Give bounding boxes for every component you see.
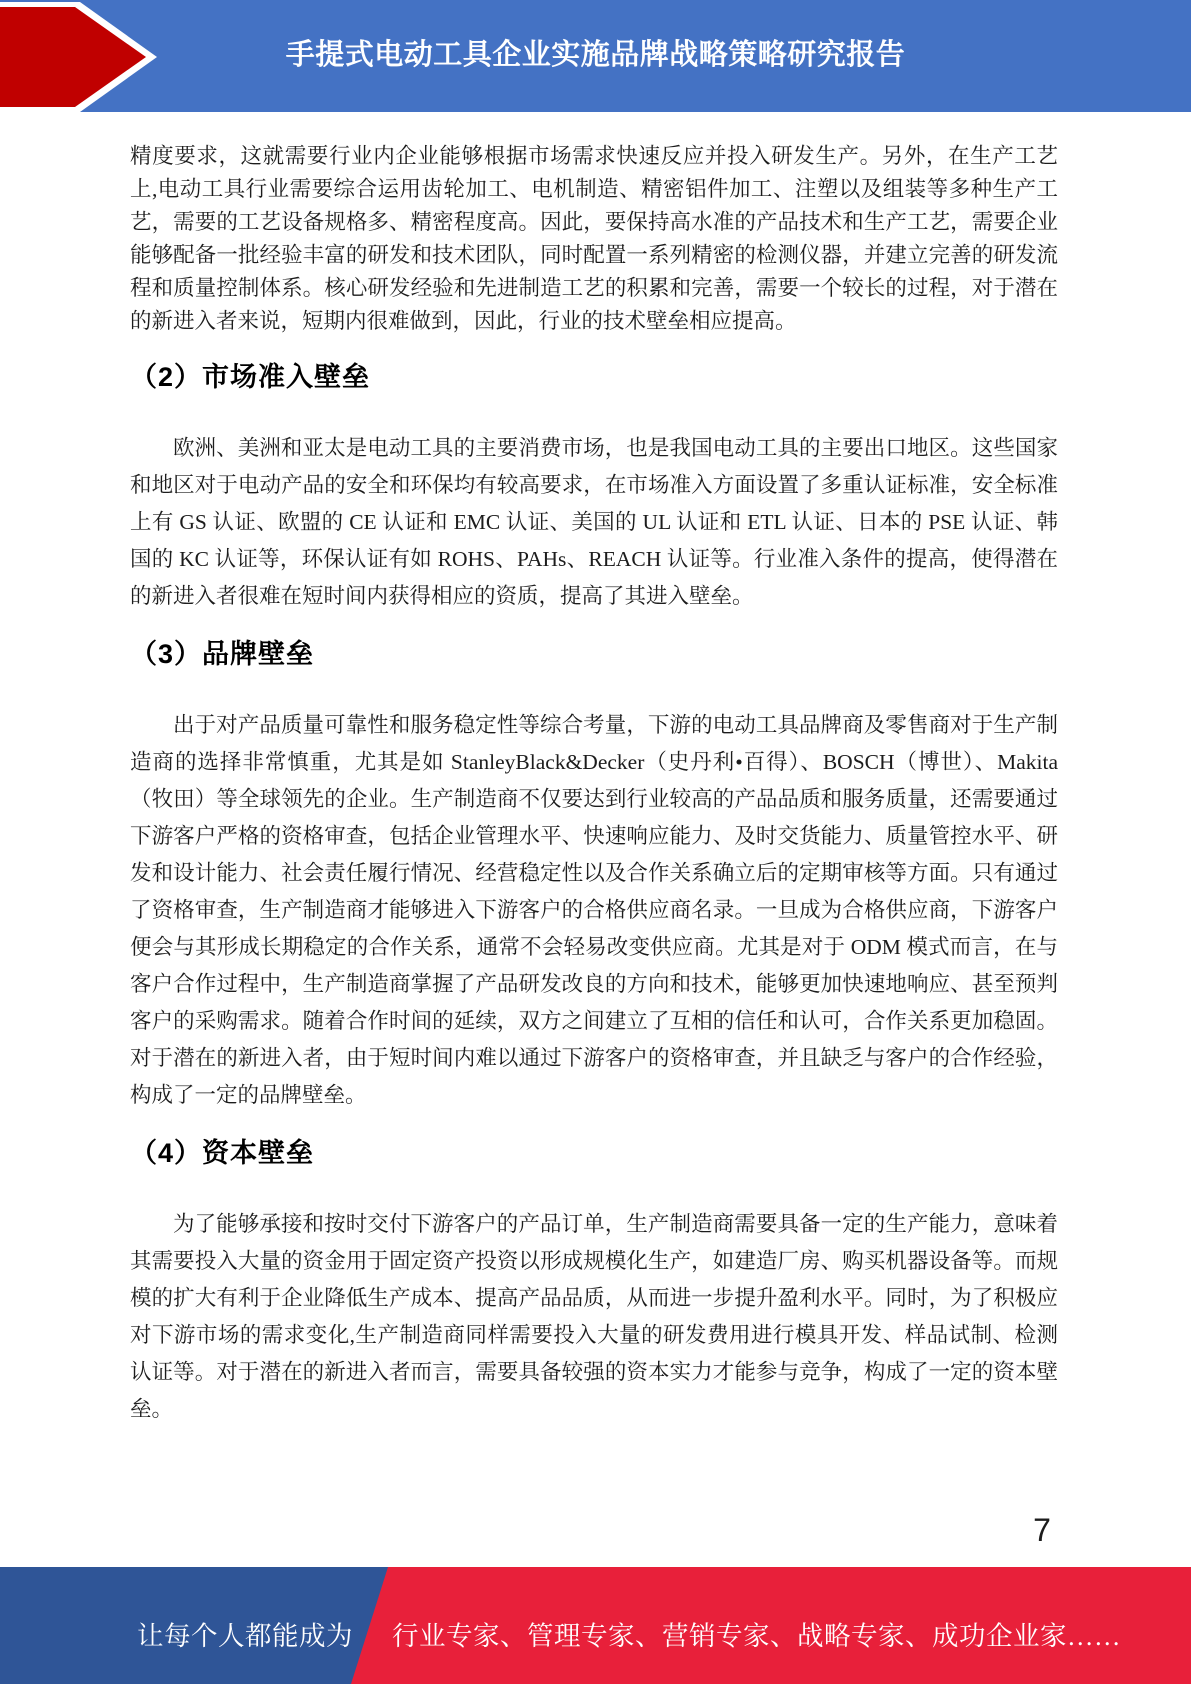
page-number: 7 [1033,1512,1051,1548]
footer-banner [0,1567,1191,1684]
report-title: 手提式电动工具企业实施品牌战略策略研究报告 [285,38,906,71]
header-banner [0,0,1191,112]
paragraph-technical-barrier: 精度要求，这就需要行业内企业能够根据市场需求快速反应并投入研发生产。另外，在生产工艺上,电动工具行业需要综合运用齿轮加工、电机制造、精密铝件加工、注塑以及组装等多种生产工艺，需要的工艺设备规格多、精密程度高。因此，要保持高水准的产品技术和生产工艺，需要企业能够配备一批经验丰富的研发和技术团队，同时配置一系列精密的检测仪器，并建立完善的研发流程和质量控制体系。核心研发经验和先进制造工艺的积累和完善，需要一个较长的过程，对于潜在的新进入者来说，短期内很难做到，因此，行业的技术壁垒相应提高。 [130,144,1058,333]
section-heading-brand-barrier: （3）品牌壁垒 [130,639,315,669]
section-heading-capital-barrier: （4）资本壁垒 [130,1138,315,1168]
footer-slogan-left: 让每个人都能成为 [137,1621,353,1651]
paragraph-brand-barrier: 出于对产品质量可靠性和服务稳定性等综合考量，下游的电动工具品牌商及零售商对于生产制造商的选择非常慎重，尤其是如 StanleyBlack&Decker（史丹利•百得）、BOSCH（博世）、Makita（牧田）等全球领先的企业。生产制造商不仅要达到行业较高的产品品质和服务质量，还需要通过下游客户严格的资格审查，包括企业管理水平、快速响应能力、及时交货能力、质量管控水平、研发和设计能力、社会责任履行情况、经营稳定性以及合作关系确立后的定期审核等方面。只有通过了资格审查，生产制造商才能够进入下游客户的合格供应商名录。一旦成为合格供应商，下游客户便会与其形成长期稳定的合作关系，通常不会轻易改变供应商。尤其是对于 ODM 模式而言，在与客户合作过程中，生产制造商掌握了产品研发改良的方向和技术，能够更加快速地响应、甚至预判客户的采购需求。随着合作时间的延续，双方之间建立了互相的信任和认可，合作关系更加稳固。对于潜在的新进入者，由于短时间内难以通过下游客户的资格审查，并且缺乏与客户的合作经验，构成了一定的品牌壁垒。 [130,713,1058,1107]
paragraph-capital-barrier: 为了能够承接和按时交付下游客户的产品订单，生产制造商需要具备一定的生产能力，意味着其需要投入大量的资金用于固定资产投资以形成规模化生产，如建造厂房、购买机器设备等。而规模的扩大有利于企业降低生产成本、提高产品品质，从而进一步提升盈利水平。同时，为了积极应对下游市场的需求变化,生产制造商同样需要投入大量的研发费用进行模具开发、样品试制、检测认证等。对于潜在的新进入者而言，需要具备较强的资本实力才能参与竞争，构成了一定的资本壁垒。 [130,1212,1058,1421]
paragraph-market-entry-barrier: 欧洲、美洲和亚太是电动工具的主要消费市场，也是我国电动工具的主要出口地区。这些国家和地区对于电动产品的安全和环保均有较高要求，在市场准入方面设置了多重认证标准，安全标准上有 GS 认证、欧盟的 CE 认证和 EMC 认证、美国的 UL 认证和 ETL 认证、日本的 PSE 认证、韩国的 KC 认证等，环保认证有如 ROHS、PAHs、REACH 认证等。行业准入条件的提高，使得潜在的新进入者很难在短时间内获得相应的资质，提高了其进入壁垒。 [130,436,1058,608]
document-body [130,112,1058,1428]
section-heading-market-entry-barrier: （2）市场准入壁垒 [130,362,371,392]
footer-slogan-right: 行业专家、管理专家、营销专家、战略专家、成功企业家…… [392,1621,1121,1651]
